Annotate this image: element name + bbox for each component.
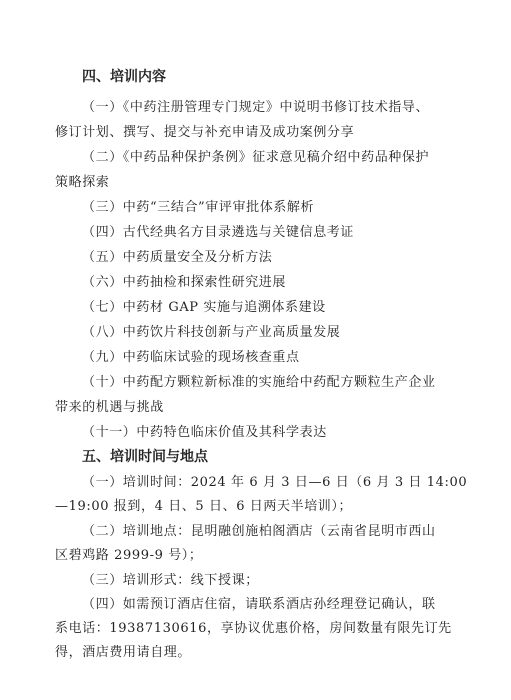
section-5-item-1: （一）培训时间：2024 年 6 月 3 日—6 日（6 月 3 日 14:00 — [82, 475, 468, 490]
section-5-item-4-cont-2: 得，酒店费用请自理。 — [55, 645, 192, 660]
section-4-item-1: （一）《中药注册管理专门规定》中说明书修订技术指导、 — [82, 100, 430, 115]
section-4-item-10-cont: 带来的机遇与挑战 — [55, 400, 164, 415]
section-4-item-1-cont: 修订计划、撰写、提交与补充申请及成功案例分享 — [55, 125, 355, 140]
section-4-item-4: （四）古代经典名方目录遴选与关键信息考证 — [82, 225, 355, 240]
section-5-item-2-cont: 区碧鸡路 2999-9 号）； — [55, 548, 203, 563]
section-5-item-1-cont: —19:00 报到，4 日、5 日、6 日两天半培训）； — [55, 499, 353, 514]
section-4-item-10: （十）中药配方颗粒新标准的实施给中药配方颗粒生产企业 — [82, 375, 436, 390]
section-4-item-2-cont: 策略探索 — [55, 175, 110, 190]
section-5-item-4: （四）如需预订酒店住宿，请联系酒店孙经理登记确认，联 — [82, 597, 436, 612]
section-5-heading: 五、培训时间与地点 — [82, 449, 208, 465]
section-5-item-4-cont: 系电话：19387130616，享协议优惠价格，房间数量有限先订先 — [55, 621, 452, 636]
section-4-item-7: （七）中药材 GAP 实施与追溯体系建设 — [82, 300, 326, 315]
section-5-item-2: （二）培训地点：昆明融创施柏阁酒店（云南省昆明市西山 — [82, 524, 436, 539]
section-4-item-5: （五）中药质量安全及分析方法 — [82, 250, 273, 265]
section-4-item-6: （六）中药抽检和探索性研究进展 — [82, 275, 287, 290]
section-5-item-3: （三）培训形式：线下授课； — [82, 573, 259, 588]
section-4-item-2: （二）《中药品种保护条例》征求意见稿介绍中药品种保护 — [82, 150, 430, 165]
section-4-heading: 四、培训内容 — [82, 69, 166, 85]
section-4-item-9: （九）中药临床试验的现场核查重点 — [82, 350, 300, 365]
section-4-item-11: （十一）中药特色临床价值及其科学表达 — [82, 425, 327, 440]
section-4-item-3: （三）中药“三结合”审评审批体系解析 — [82, 200, 315, 215]
section-4-item-8: （八）中药饮片科技创新与产业高质量发展 — [82, 325, 341, 340]
